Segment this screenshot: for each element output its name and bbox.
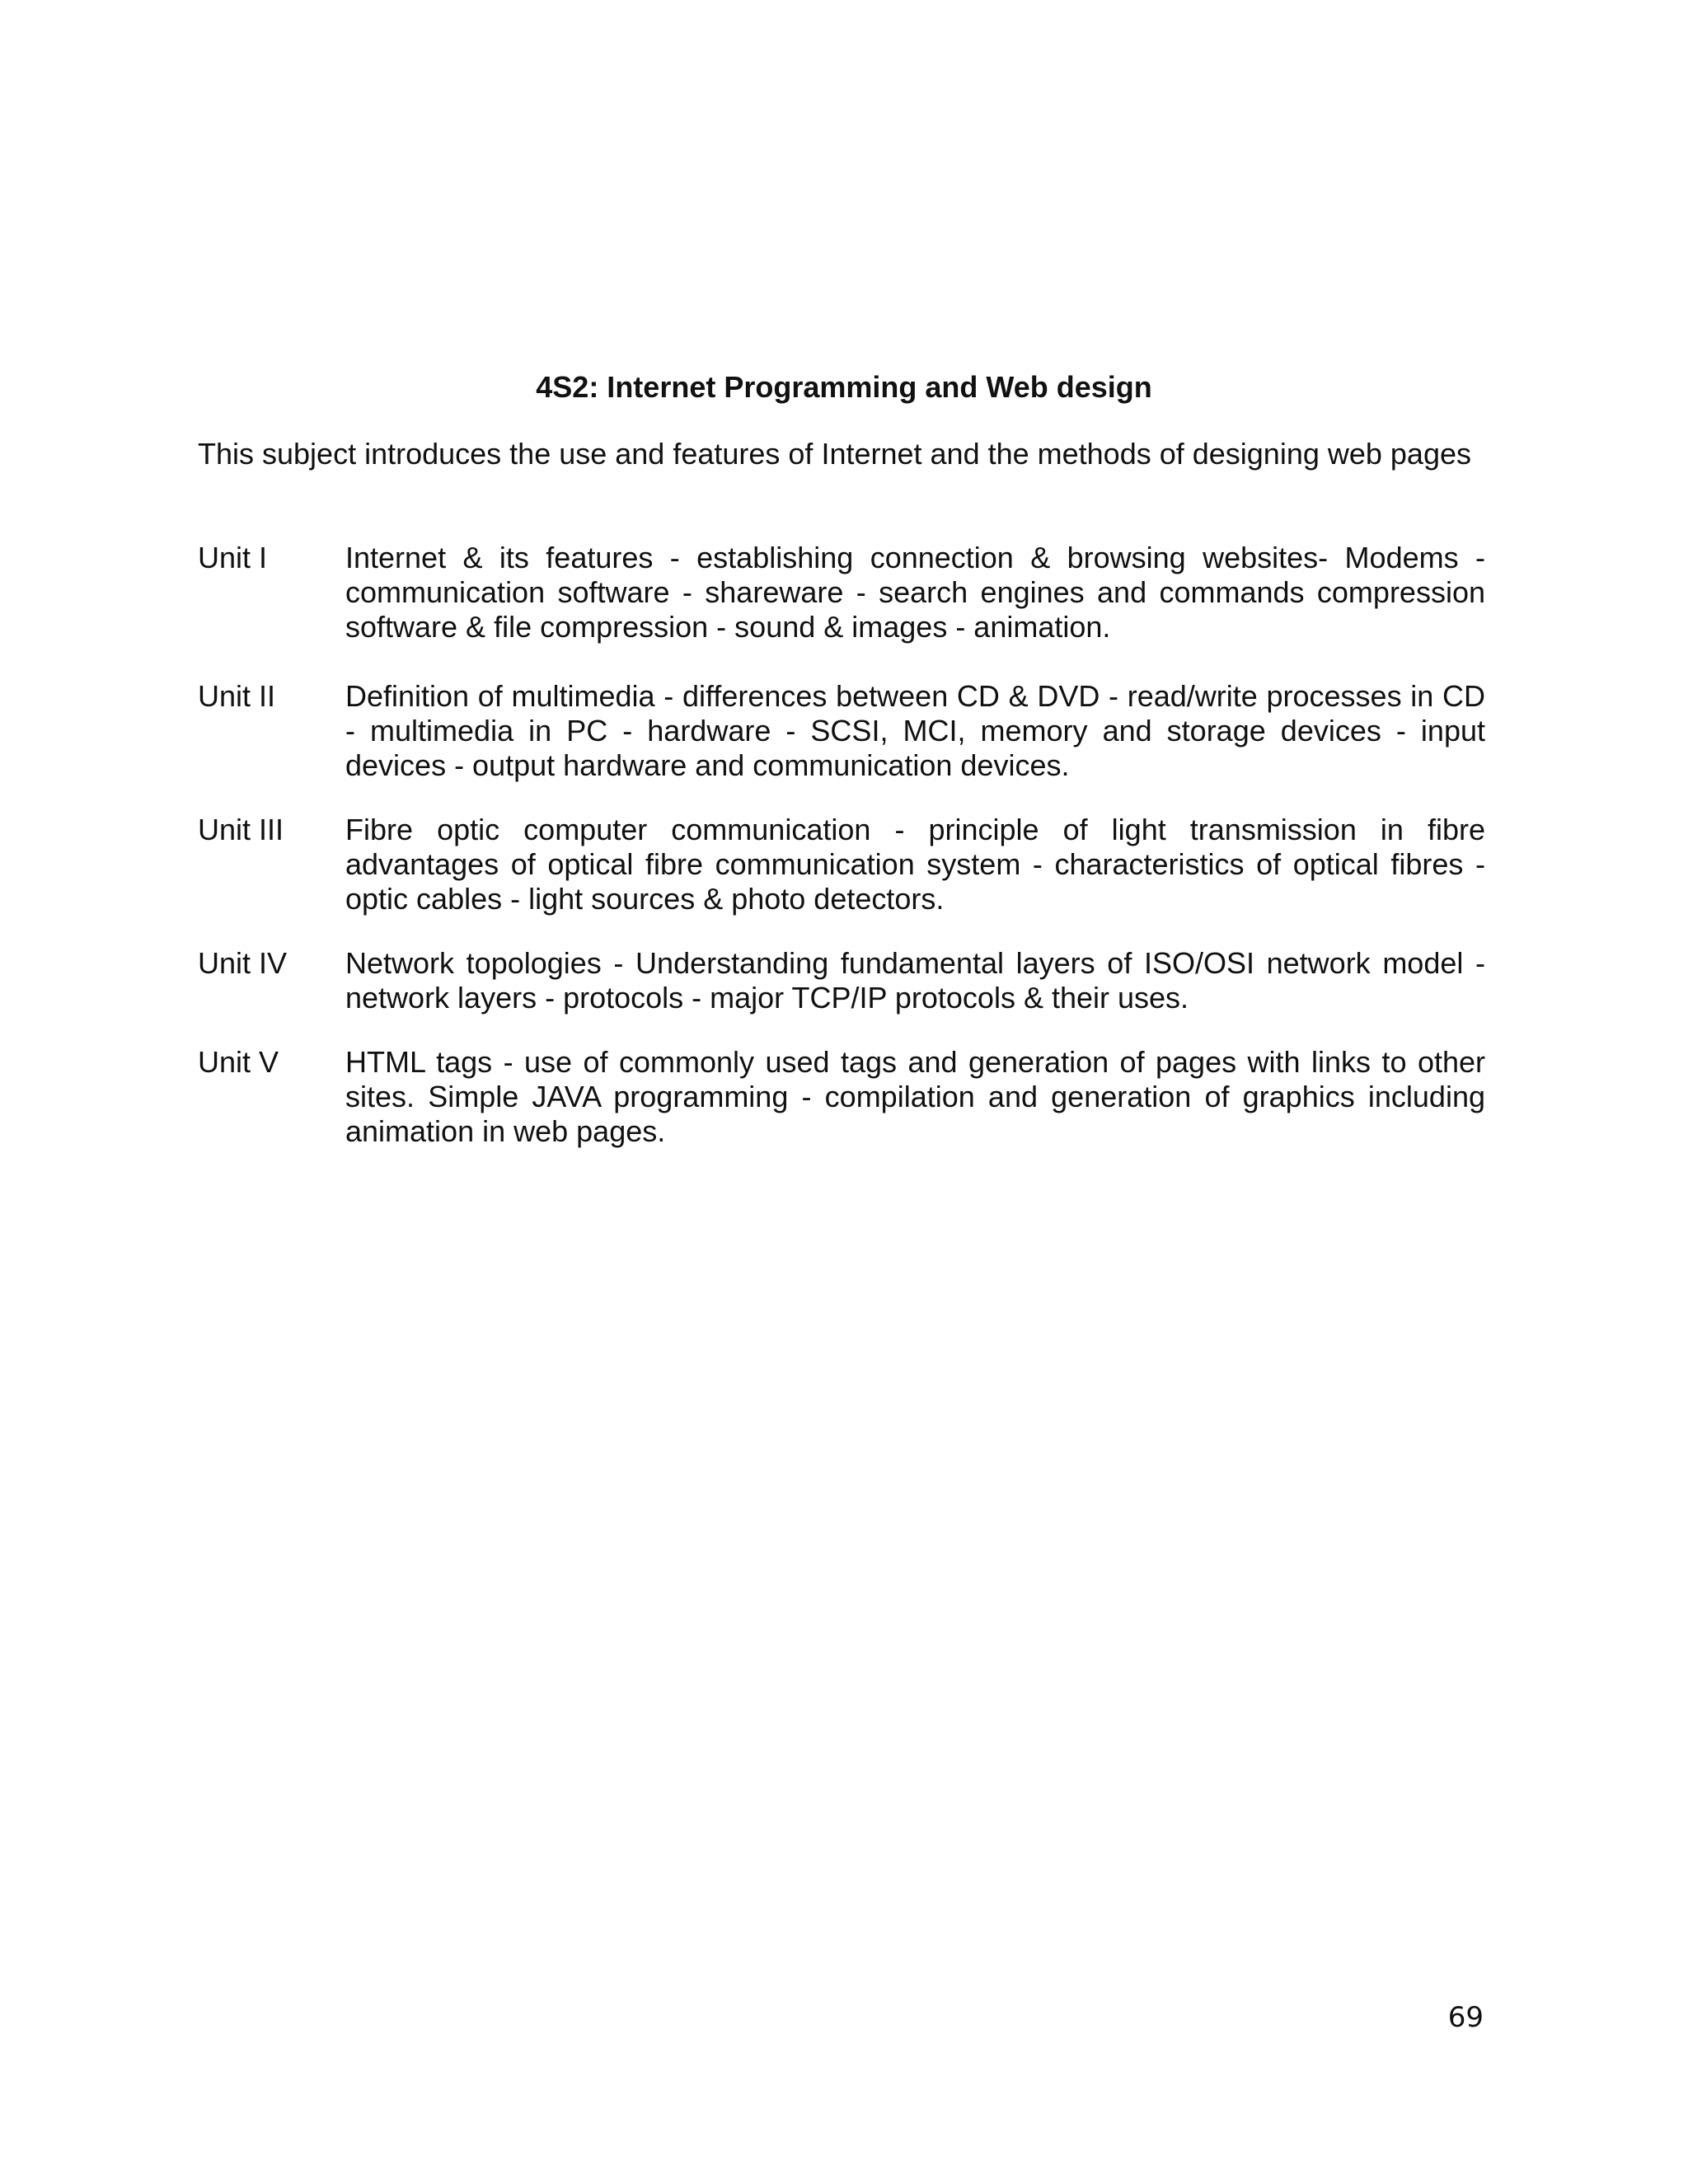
subject-intro: This subject introduces the use and features of Internet and the methods of designing web pages: [198, 437, 1471, 471]
unit-entry-4: [198, 946, 1485, 1015]
unit-entry-5: [198, 1045, 1485, 1149]
page-title: 4S2: Internet Programming and Web design: [536, 370, 1152, 404]
unit-description: HTML tags - use of commonly used tags and generation of pages with links to other sites. Simple JAVA programming - compilation and generation of graphics including animation in web pages.: [345, 1045, 1485, 1148]
unit-label: Unit II: [198, 679, 276, 713]
unit-description: Internet & its features - establishing connection & browsing websites- Modems - communication software - shareware - search engines and commands compression software & file compression - sound & images - animation.: [345, 541, 1485, 644]
unit-label: Unit IV: [198, 946, 288, 980]
unit-entry-2: [198, 679, 1485, 783]
unit-entry-3: [198, 813, 1485, 916]
unit-label: Unit V: [198, 1045, 279, 1079]
unit-description: Fibre optic computer communication - principle of light transmission in fibre advantages of optical fibre communication system - characteristics of optical fibres - optic cables - light sources & photo detectors.: [345, 813, 1485, 916]
unit-description: Definition of multimedia - differences between CD & DVD - read/write processes in CD - multimedia in PC - hardware - SCSI, MCI, memory and storage devices - input devices - output hardware and communication devices.: [345, 679, 1485, 782]
unit-description: Network topologies - Understanding fundamental layers of ISO/OSI network model - network layers - protocols - major TCP/IP protocols & their uses.: [345, 946, 1485, 1015]
unit-label: Unit III: [198, 813, 284, 846]
page-number: 69: [1447, 2001, 1484, 2034]
unit-entry-1: [198, 541, 1485, 644]
unit-label: Unit I: [198, 541, 268, 574]
